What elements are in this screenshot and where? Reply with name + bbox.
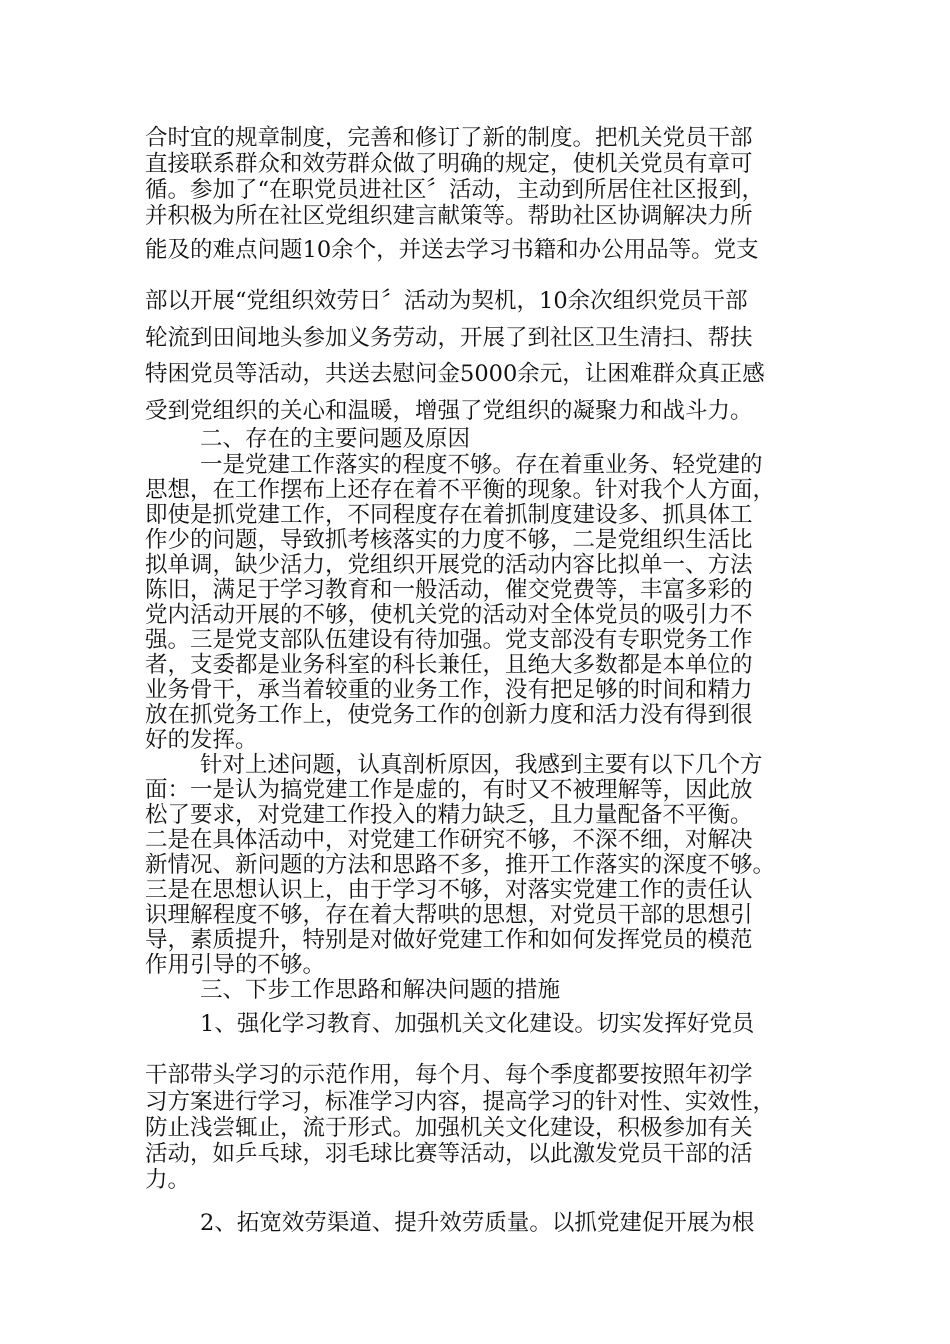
text-line: 强。三是党支部队伍建设有待加强。党支部没有专职党务工作 xyxy=(145,627,753,653)
text-line: 放在抓党务工作上，使党务工作的创新力度和活力没有得到很 xyxy=(145,702,753,728)
text-line: 者，支委都是业务科室的科长兼任，且绝大多数都是本单位的 xyxy=(145,652,753,678)
text-line: 作用引导的不够。 xyxy=(145,952,326,978)
text-line: 松了要求，对党建工作投入的精力缺乏，且力量配备不平衡。 xyxy=(145,802,753,828)
text-line: 部以开展“党组织效劳日〞活动为契机，10余次组织党员干部 xyxy=(145,288,748,314)
text-line: 活动，如乒乓球，羽毛球比赛等活动，以此激发党员干部的活 xyxy=(145,1141,753,1167)
text-line: 导，素质提升，特别是对做好党建工作和如何发挥党员的模范 xyxy=(145,927,753,953)
text-line: 面：一是认为搞党建工作是虚的，有时又不被理解等，因此放 xyxy=(145,777,753,803)
text-line: 直接联系群众和效劳群众做了明确的规定，使机关党员有章可 xyxy=(145,151,753,177)
section-heading: 二、存在的主要问题及原因 xyxy=(200,426,471,452)
text-line: 业务骨干，承当着较重的业务工作，没有把足够的时间和精力 xyxy=(145,677,753,703)
text-line: 新情况、新问题的方法和思路不多，推开工作落实的深度不够。 xyxy=(145,852,776,878)
text-line: 三是在思想认识上，由于学习不够，对落实党建工作的责任认 xyxy=(145,877,753,903)
text-line: 2、拓宽效劳渠道、提升效劳质量。以抓党建促开展为根 xyxy=(200,1210,755,1236)
text-line: 受到党组织的关心和温暖，增强了党组织的凝聚力和战斗力。 xyxy=(145,398,753,424)
text-line: 作少的问题，导致抓考核落实的力度不够，二是党组织生活比 xyxy=(145,527,753,553)
text-line: 好的发挥。 xyxy=(145,727,258,753)
text-line: 习方案进行学习，标准学习内容，提高学习的针对性、实效性， xyxy=(145,1089,776,1115)
text-line: 轮流到田间地头参加义务劳动，开展了到社区卫生清扫、帮扶 xyxy=(145,325,753,351)
text-line: 特困党员等活动，共送去慰问金5000余元，让困难群众真正感 xyxy=(145,361,765,387)
text-line: 干部带头学习的示范作用，每个月、每个季度都要按照年初学 xyxy=(145,1062,753,1088)
text-line: 循。参加了“在职党员进社区〞活动，主动到所居住社区报到， xyxy=(145,177,765,203)
text-line: 一是党建工作落实的程度不够。存在着重业务、轻党建的 xyxy=(200,452,763,478)
text-line: 即使是抓党建工作，不同程度存在着抓制度建设多、抓具体工 xyxy=(145,502,753,528)
text-line: 识理解程度不够，存在着大帮哄的思想，对党员干部的思想引 xyxy=(145,902,753,928)
text-line: 防止浅尝辄止，流于形式。加强机关文化建设，积极参加有关 xyxy=(145,1115,753,1141)
text-line: 力。 xyxy=(145,1167,191,1193)
text-line: 党内活动开展的不够，使机关党的活动对全体党员的吸引力不 xyxy=(145,602,753,628)
text-line: 合时宜的规章制度，完善和修订了新的制度。把机关党员干部 xyxy=(145,125,753,151)
text-line: 1、强化学习教育、加强机关文化建设。切实发挥好党员 xyxy=(200,1011,755,1037)
text-line: 能及的难点问题10余个，并送去学习书籍和办公用品等。党支 xyxy=(145,237,759,263)
text-line: 并积极为所在社区党组织建言献策等。帮助社区协调解决力所 xyxy=(145,203,753,229)
text-line: 二是在具体活动中，对党建工作研究不够，不深不细，对解决 xyxy=(145,827,753,853)
text-line: 陈旧，满足于学习教育和一般活动，催交党费等，丰富多彩的 xyxy=(145,577,753,603)
text-line: 思想，在工作摆布上还存在着不平衡的现象。针对我个人方面， xyxy=(145,477,776,503)
section-heading: 三、下步工作思路和解决问题的措施 xyxy=(200,977,561,1003)
text-line: 针对上述问题，认真剖析原因，我感到主要有以下几个方 xyxy=(200,752,763,778)
text-line: 拟单调，缺少活力，党组织开展党的活动内容比拟单一、方法 xyxy=(145,552,753,578)
